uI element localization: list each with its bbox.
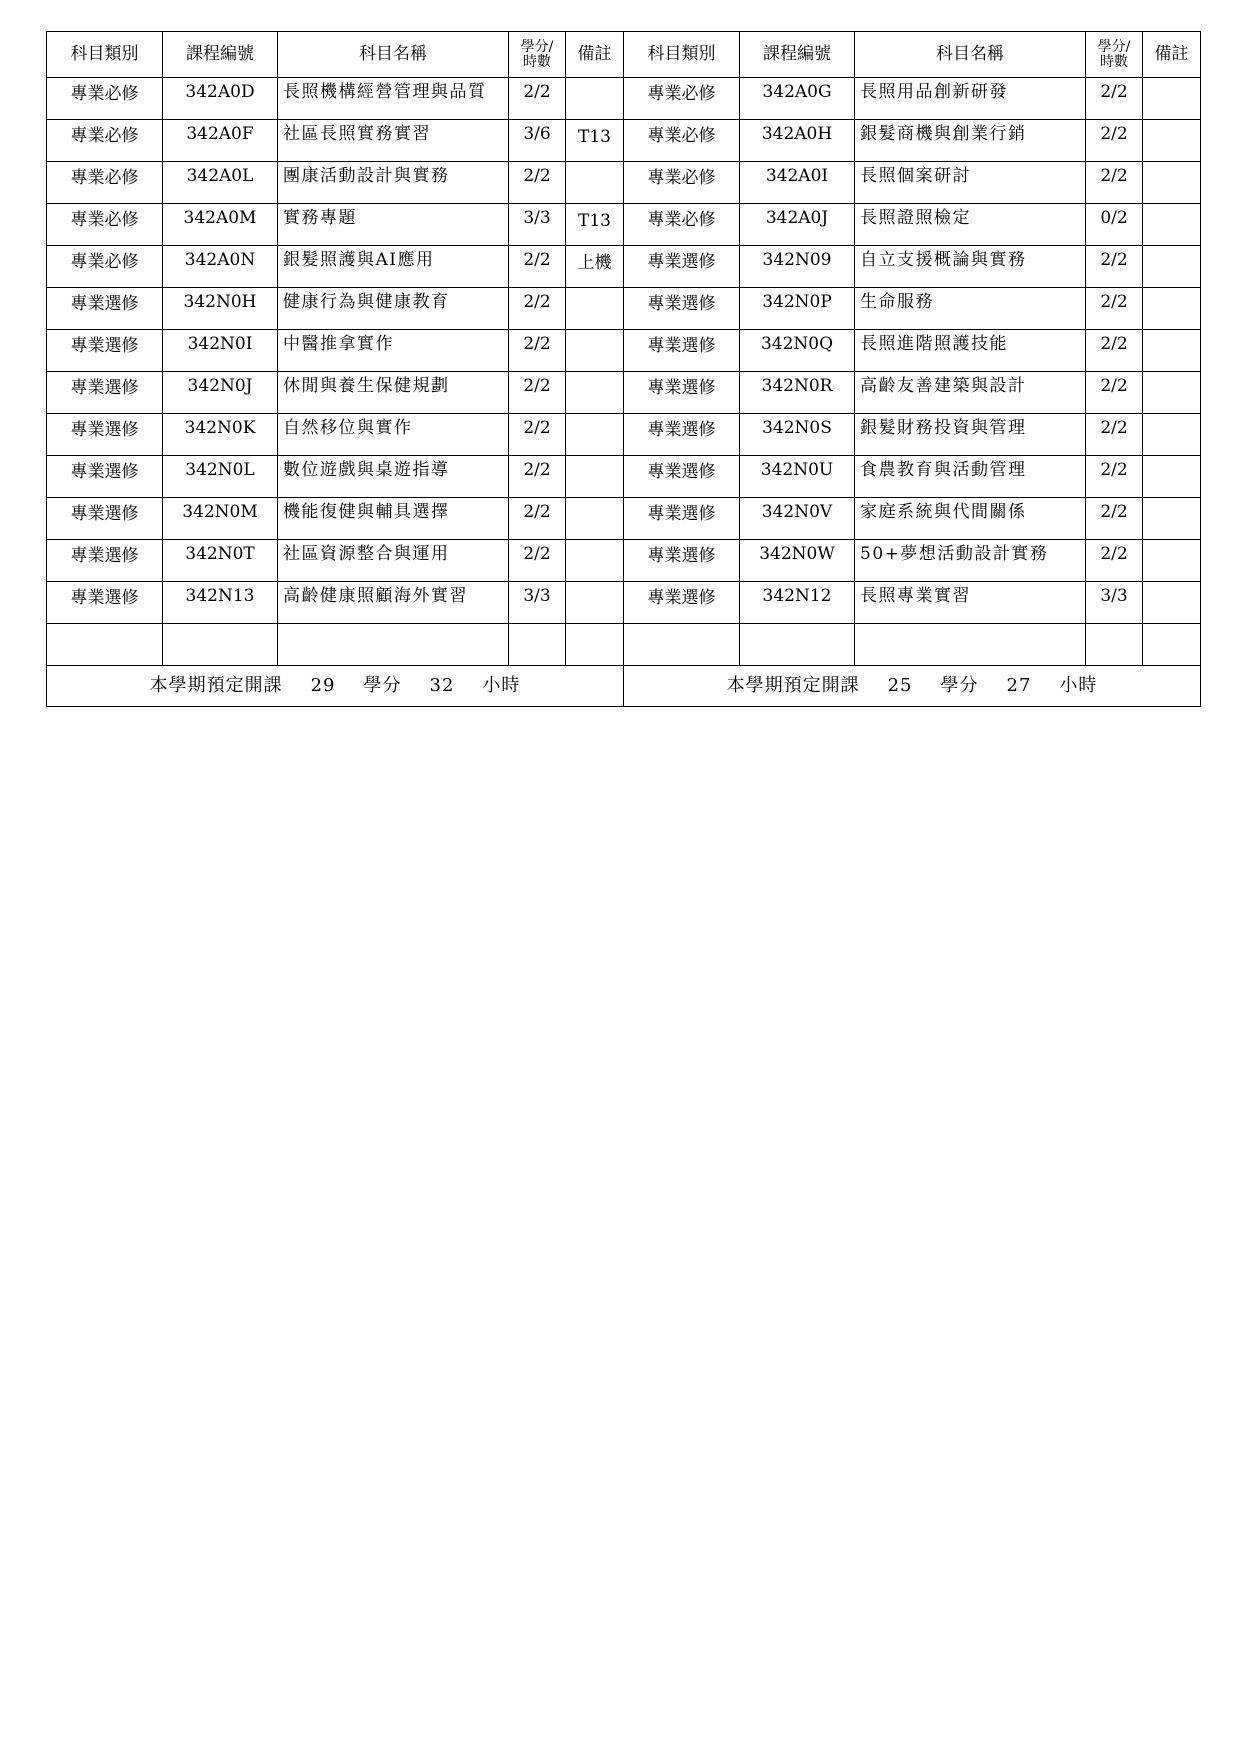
course-note	[1143, 78, 1201, 120]
course-category: 專業選修	[624, 288, 740, 330]
right-total-credits: 25	[887, 675, 913, 697]
course-category	[624, 624, 740, 666]
table-row	[47, 624, 1201, 666]
course-category: 專業選修	[47, 498, 163, 540]
course-note	[1143, 330, 1201, 372]
course-credit: 2/2	[1086, 540, 1143, 582]
course-credit: 2/2	[509, 456, 566, 498]
table-row	[47, 246, 1201, 288]
course-category: 專業選修	[47, 582, 163, 624]
course-credit: 3/3	[509, 204, 566, 246]
table-row	[47, 204, 1201, 246]
left-total-credits: 29	[310, 675, 336, 697]
table-row	[47, 414, 1201, 456]
course-code: 342A0G	[740, 78, 855, 120]
course-code: 342A0D	[163, 78, 278, 120]
course-note	[1143, 498, 1201, 540]
header-category: 科目類別	[47, 32, 163, 78]
course-code: 342N0T	[163, 540, 278, 582]
course-credit: 2/2	[1086, 162, 1143, 204]
course-category: 專業必修	[624, 162, 740, 204]
course-note	[1143, 414, 1201, 456]
course-name: 數位遊戲與桌遊指導	[278, 456, 509, 498]
course-category: 專業選修	[624, 456, 740, 498]
header-name: 科目名稱	[278, 32, 509, 78]
course-category: 專業選修	[624, 498, 740, 540]
course-body	[47, 78, 1201, 666]
course-name: 高齡健康照顧海外實習	[278, 582, 509, 624]
course-name: 團康活動設計與實務	[278, 162, 509, 204]
course-credit: 3/3	[1086, 582, 1143, 624]
course-credit: 2/2	[509, 246, 566, 288]
course-credit: 2/2	[509, 372, 566, 414]
course-note	[1143, 120, 1201, 162]
course-note	[566, 162, 624, 204]
header-note: 備註	[566, 32, 624, 78]
course-name: 社區長照實務實習	[278, 120, 509, 162]
course-name: 自立支援概論與實務	[855, 246, 1086, 288]
course-name: 長照機構經營管理與品質	[278, 78, 509, 120]
course-code: 342N0H	[163, 288, 278, 330]
course-credit: 2/2	[509, 414, 566, 456]
course-name: 銀髮財務投資與管理	[855, 414, 1086, 456]
course-credit: 2/2	[509, 498, 566, 540]
course-code: 342N09	[740, 246, 855, 288]
course-name: 健康行為與健康教育	[278, 288, 509, 330]
course-note	[1143, 246, 1201, 288]
right-total-credit-unit: 學分	[940, 675, 979, 697]
course-credit: 2/2	[1086, 372, 1143, 414]
course-code: 342N0J	[163, 372, 278, 414]
left-total-hour-unit: 小時	[482, 675, 521, 697]
table-row	[47, 498, 1201, 540]
right-total	[624, 666, 1201, 707]
left-total	[47, 666, 624, 707]
table-row	[47, 78, 1201, 120]
left-total-hours: 32	[429, 675, 455, 697]
course-name: 中醫推拿實作	[278, 330, 509, 372]
course-credit: 0/2	[1086, 204, 1143, 246]
course-code: 342N0W	[740, 540, 855, 582]
total-row	[47, 666, 1201, 707]
course-category: 專業選修	[624, 582, 740, 624]
course-name: 社區資源整合與運用	[278, 540, 509, 582]
header-row	[47, 32, 1201, 78]
table-row	[47, 288, 1201, 330]
course-code: 342N0U	[740, 456, 855, 498]
course-code: 342N13	[163, 582, 278, 624]
course-note: T13	[566, 204, 624, 246]
course-name: 長照證照檢定	[855, 204, 1086, 246]
course-note	[1143, 540, 1201, 582]
header-credit-line1: 學分/	[520, 38, 554, 55]
course-category: 專業必修	[624, 120, 740, 162]
course-name: 自然移位與實作	[278, 414, 509, 456]
course-credit: 2/2	[1086, 456, 1143, 498]
table-row	[47, 456, 1201, 498]
course-name: 50+夢想活動設計實務	[855, 540, 1086, 582]
course-name	[855, 624, 1086, 666]
course-category: 專業必修	[47, 120, 163, 162]
course-category: 專業選修	[47, 414, 163, 456]
course-note	[566, 288, 624, 330]
table-row	[47, 540, 1201, 582]
course-code: 342N0Q	[740, 330, 855, 372]
course-code: 342N0I	[163, 330, 278, 372]
table-row	[47, 330, 1201, 372]
course-note	[1143, 624, 1201, 666]
course-credit: 2/2	[509, 78, 566, 120]
course-name: 長照專業實習	[855, 582, 1086, 624]
course-category: 專業選修	[624, 540, 740, 582]
course-credit: 2/2	[1086, 288, 1143, 330]
course-note	[566, 414, 624, 456]
course-code: 342A0J	[740, 204, 855, 246]
course-code	[163, 624, 278, 666]
course-code: 342A0L	[163, 162, 278, 204]
course-credit: 2/2	[1086, 414, 1143, 456]
course-name: 實務專題	[278, 204, 509, 246]
course-name: 休閒與養生保健規劃	[278, 372, 509, 414]
course-category: 專業必修	[624, 204, 740, 246]
course-note	[1143, 162, 1201, 204]
course-category: 專業選修	[624, 330, 740, 372]
course-name: 銀髮商機與創業行銷	[855, 120, 1086, 162]
right-total-hours: 27	[1006, 675, 1032, 697]
course-note	[566, 456, 624, 498]
course-credit: 2/2	[509, 540, 566, 582]
course-credit: 3/3	[509, 582, 566, 624]
course-note	[566, 540, 624, 582]
course-note	[1143, 582, 1201, 624]
course-note: 上機	[566, 246, 624, 288]
header-credit	[1086, 32, 1143, 78]
course-note	[566, 498, 624, 540]
course-category: 專業選修	[624, 246, 740, 288]
course-category: 專業必修	[47, 204, 163, 246]
course-name: 銀髮照護與AI應用	[278, 246, 509, 288]
table-row	[47, 162, 1201, 204]
course-note	[1143, 372, 1201, 414]
course-name	[278, 624, 509, 666]
course-credit: 2/2	[509, 162, 566, 204]
course-note	[566, 372, 624, 414]
right-total-label: 本學期預定開課	[726, 675, 860, 697]
course-credit	[509, 624, 566, 666]
table-row	[47, 120, 1201, 162]
course-note	[566, 78, 624, 120]
left-total-credit-unit: 學分	[363, 675, 402, 697]
header-credit	[509, 32, 566, 78]
course-name: 機能復健與輔具選擇	[278, 498, 509, 540]
course-name: 長照個案研討	[855, 162, 1086, 204]
course-category: 專業必修	[47, 162, 163, 204]
course-note	[1143, 288, 1201, 330]
course-name: 長照用品創新研發	[855, 78, 1086, 120]
header-credit-line2: 時數	[523, 53, 551, 70]
course-category: 專業必修	[624, 78, 740, 120]
course-code: 342N0L	[163, 456, 278, 498]
course-name: 生命服務	[855, 288, 1086, 330]
course-note	[1143, 456, 1201, 498]
course-credit: 2/2	[1086, 120, 1143, 162]
course-category: 專業選修	[47, 330, 163, 372]
course-name: 高齡友善建築與設計	[855, 372, 1086, 414]
course-note	[566, 582, 624, 624]
right-total-hour-unit: 小時	[1059, 675, 1098, 697]
course-note: T13	[566, 120, 624, 162]
course-name: 家庭系統與代間關係	[855, 498, 1086, 540]
course-code: 342A0F	[163, 120, 278, 162]
course-category: 專業必修	[47, 246, 163, 288]
course-code: 342A0H	[740, 120, 855, 162]
course-credit: 2/2	[1086, 246, 1143, 288]
course-code: 342N0V	[740, 498, 855, 540]
course-code: 342A0N	[163, 246, 278, 288]
course-code: 342A0I	[740, 162, 855, 204]
course-code: 342N0M	[163, 498, 278, 540]
header-category: 科目類別	[624, 32, 740, 78]
course-credit: 2/2	[1086, 330, 1143, 372]
header-code: 課程編號	[740, 32, 855, 78]
course-name: 食農教育與活動管理	[855, 456, 1086, 498]
header-note: 備註	[1143, 32, 1201, 78]
header-credit-line1: 學分/	[1097, 38, 1131, 55]
header-name: 科目名稱	[855, 32, 1086, 78]
course-category	[47, 624, 163, 666]
course-note	[566, 330, 624, 372]
course-code	[740, 624, 855, 666]
header-credit-line2: 時數	[1100, 53, 1128, 70]
course-category: 專業選修	[47, 372, 163, 414]
course-code: 342N0S	[740, 414, 855, 456]
course-code: 342A0M	[163, 204, 278, 246]
course-credit: 2/2	[1086, 498, 1143, 540]
course-category: 專業選修	[47, 288, 163, 330]
course-credit	[1086, 624, 1143, 666]
course-credit: 2/2	[1086, 78, 1143, 120]
course-category: 專業選修	[47, 456, 163, 498]
course-category: 專業選修	[47, 540, 163, 582]
course-code: 342N0K	[163, 414, 278, 456]
course-credit: 2/2	[509, 288, 566, 330]
header-code: 課程編號	[163, 32, 278, 78]
course-category: 專業選修	[624, 414, 740, 456]
course-credit: 3/6	[509, 120, 566, 162]
course-name: 長照進階照護技能	[855, 330, 1086, 372]
left-total-label: 本學期預定開課	[149, 675, 283, 697]
course-code: 342N0P	[740, 288, 855, 330]
course-category: 專業必修	[47, 78, 163, 120]
course-category: 專業選修	[624, 372, 740, 414]
table-row	[47, 582, 1201, 624]
course-note	[1143, 204, 1201, 246]
course-table	[46, 31, 1201, 707]
course-code: 342N12	[740, 582, 855, 624]
course-note	[566, 624, 624, 666]
table-row	[47, 372, 1201, 414]
course-code: 342N0R	[740, 372, 855, 414]
course-credit: 2/2	[509, 330, 566, 372]
